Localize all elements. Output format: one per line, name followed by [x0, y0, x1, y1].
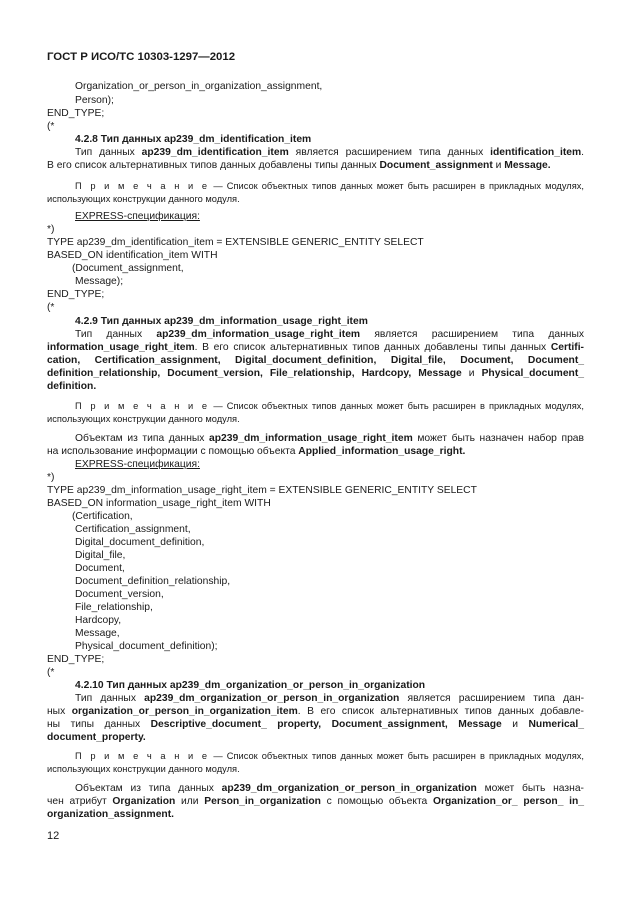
paragraph-line: ны типы данных Descriptive_document_ property, Document_assignment, Message и Numerical_ [47, 719, 584, 730]
code-line: (* [47, 302, 55, 313]
paragraph-line: чен атрибут Organization или Person_in_organization с помощью объекта Organization_or_ person_ in_ [47, 796, 584, 807]
note-line: использующих конструкции данного модуля. [47, 764, 240, 774]
code-line: Digital_file, [75, 550, 126, 561]
note-line: использующих конструкции данного модуля. [47, 194, 240, 204]
code-line: (* [47, 667, 55, 678]
code-line: *) [47, 224, 55, 235]
code-line: Hardcopy, [75, 615, 122, 626]
paragraph-line: Объектам из типа данных ap239_dm_organization_or_person_in_organization может быть назна- [75, 783, 584, 794]
section-heading-4210: 4.2.10 Тип данных ap239_dm_organization_or_person_in_organization [75, 680, 426, 691]
code-line: (Certification, [72, 511, 133, 522]
code-line: Document, [75, 563, 125, 574]
section-heading-429: 4.2.9 Тип данных ap239_dm_information_usage_right_item [75, 316, 368, 327]
note-line: П р и м е ч а н и е — Список объектных типов данных может быть расширен в прикладных модулях, [75, 751, 584, 761]
code-line: Organization_or_person_in_organization_assignment, [75, 81, 323, 92]
note-line: П р и м е ч а н и е — Список объектных типов данных может быть расширен в прикладных модулях, [75, 181, 584, 191]
code-line: Person); [75, 95, 114, 106]
paragraph-line: definition. [47, 381, 97, 392]
section-heading-428: 4.2.8 Тип данных ap239_dm_identification_item [75, 134, 312, 145]
paragraph-line: document_property. [47, 732, 146, 743]
code-line: BASED_ON identification_item WITH [47, 250, 218, 261]
code-line: Document_definition_relationship, [75, 576, 231, 587]
code-line: END_TYPE; [47, 654, 105, 665]
code-line: File_relationship, [75, 602, 153, 613]
express-label: EXPRESS-спецификация: [75, 459, 200, 470]
paragraph-line: information_usage_right_item. В его список альтернативных типов данных добавлены типы данных Certifi- [47, 342, 584, 353]
code-line: END_TYPE; [47, 289, 105, 300]
paragraph-line: ных organization_or_person_in_organization_item. В его список альтернативных типов данных добавле- [47, 706, 584, 717]
paragraph-line: на использование информации с помощью объекта Applied_information_usage_right. [47, 446, 466, 457]
code-line: Physical_document_definition); [75, 641, 218, 652]
code-line: *) [47, 472, 55, 483]
code-line: TYPE ap239_dm_information_usage_right_item = EXTENSIBLE GENERIC_ENTITY SELECT [47, 485, 477, 496]
paragraph-line: Тип данных ap239_dm_organization_or_person_in_organization является расширением типа дан- [75, 693, 584, 704]
express-label: EXPRESS-спецификация: [75, 211, 200, 222]
paragraph-line: Объектам из типа данных ap239_dm_information_usage_right_item может быть назначен набор прав [75, 433, 584, 444]
code-line: BASED_ON information_usage_right_item WITH [47, 498, 271, 509]
paragraph-line: cation, Certification_assignment, Digital_document_definition, Digital_file, Document, Document_ [47, 355, 584, 366]
code-line: (* [47, 121, 55, 132]
code-line: END_TYPE; [47, 108, 105, 119]
code-line: TYPE ap239_dm_identification_item = EXTENSIBLE GENERIC_ENTITY SELECT [47, 237, 424, 248]
note-line: использующих конструкции данного модуля. [47, 414, 240, 424]
code-line: Digital_document_definition, [75, 537, 205, 548]
code-line: Document_version, [75, 589, 164, 600]
paragraph-line: В его список альтернативных типов данных добавлены типы данных Document_assignment и Message. [47, 160, 551, 171]
page-header: ГОСТ Р ИСО/ТС 10303-1297—2012 [47, 51, 236, 63]
code-line: Message); [75, 276, 124, 287]
note-line: П р и м е ч а н и е — Список объектных типов данных может быть расширен в прикладных модулях, [75, 401, 584, 411]
paragraph-line: Тип данных ap239_dm_identification_item является расширением типа данных identification_item. [75, 147, 584, 158]
paragraph-line: definition_relationship, Document_version, File_relationship, Hardcopy, Message и Physical_document_ [47, 368, 584, 379]
paragraph-line: Тип данных ap239_dm_information_usage_right_item является расширением типа данных [75, 329, 584, 340]
paragraph-line: organization_assignment. [47, 809, 175, 820]
code-line: (Document_assignment, [72, 263, 184, 274]
code-line: Certification_assignment, [75, 524, 191, 535]
page-number: 12 [47, 830, 60, 842]
code-line: Message, [75, 628, 120, 639]
